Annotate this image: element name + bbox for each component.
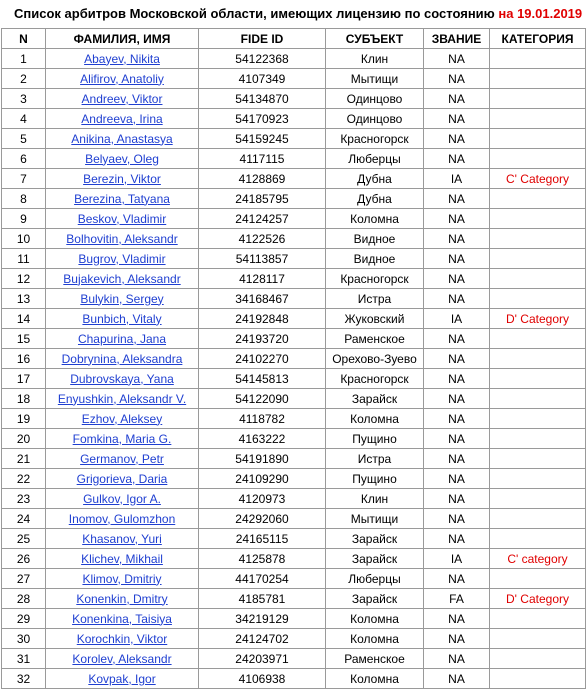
cell-name bbox=[46, 389, 199, 409]
table-row bbox=[2, 429, 586, 449]
arbiter-name-link[interactable]: Bugrov, Vladimir bbox=[78, 251, 166, 266]
cell-title: NA bbox=[424, 289, 490, 309]
cell-fide-id: 24165115 bbox=[199, 529, 326, 549]
table-row bbox=[2, 329, 586, 349]
cell-n: 12 bbox=[2, 269, 46, 289]
arbiter-name-link[interactable]: Chapurina, Jana bbox=[77, 331, 167, 346]
cell-name bbox=[46, 289, 199, 309]
cell-n: 30 bbox=[2, 629, 46, 649]
arbiter-name-link[interactable]: Dobrynina, Aleksandra bbox=[61, 351, 183, 366]
cell-category: D' Category bbox=[490, 309, 586, 329]
cell-title: NA bbox=[424, 569, 490, 589]
cell-category bbox=[490, 269, 586, 289]
cell-fide-id: 4120973 bbox=[199, 489, 326, 509]
cell-category bbox=[490, 509, 586, 529]
cell-category bbox=[490, 69, 586, 89]
cell-n: 11 bbox=[2, 249, 46, 269]
cell-category bbox=[490, 469, 586, 489]
cell-category bbox=[490, 109, 586, 129]
cell-n: 15 bbox=[2, 329, 46, 349]
cell-category bbox=[490, 189, 586, 209]
cell-name bbox=[46, 269, 199, 289]
cell-n: 4 bbox=[2, 109, 46, 129]
cell-category bbox=[490, 669, 586, 689]
arbiter-name-link[interactable]: Ezhov, Aleksey bbox=[81, 411, 163, 426]
cell-title: FA bbox=[424, 589, 490, 609]
header-title: ЗВАНИЕ bbox=[424, 29, 490, 49]
arbiters-table bbox=[1, 28, 586, 689]
table-row bbox=[2, 629, 586, 649]
cell-n: 10 bbox=[2, 229, 46, 249]
cell-category bbox=[490, 369, 586, 389]
cell-subject: Зарайск bbox=[326, 389, 424, 409]
table-row bbox=[2, 189, 586, 209]
cell-title: NA bbox=[424, 209, 490, 229]
cell-n: 1 bbox=[2, 49, 46, 69]
table-row bbox=[2, 289, 586, 309]
cell-subject: Раменское bbox=[326, 649, 424, 669]
table-row bbox=[2, 149, 586, 169]
cell-name bbox=[46, 369, 199, 389]
arbiter-name-link[interactable]: Anikina, Anastasya bbox=[71, 131, 173, 146]
cell-fide-id: 4107349 bbox=[199, 69, 326, 89]
table-row bbox=[2, 209, 586, 229]
cell-subject: Мытищи bbox=[326, 69, 424, 89]
arbiter-name-link[interactable]: Alifirov, Anatoliy bbox=[80, 71, 164, 86]
cell-n: 24 bbox=[2, 509, 46, 529]
cell-name bbox=[46, 529, 199, 549]
cell-name bbox=[46, 489, 199, 509]
header-subject: СУБЪЕКТ bbox=[326, 29, 424, 49]
cell-fide-id: 24203971 bbox=[199, 649, 326, 669]
cell-fide-id: 4128869 bbox=[199, 169, 326, 189]
cell-subject: Одинцово bbox=[326, 109, 424, 129]
table-row bbox=[2, 509, 586, 529]
cell-name bbox=[46, 409, 199, 429]
cell-name bbox=[46, 229, 199, 249]
cell-fide-id: 4185781 bbox=[199, 589, 326, 609]
cell-fide-id: 54145813 bbox=[199, 369, 326, 389]
table-row bbox=[2, 69, 586, 89]
cell-title: NA bbox=[424, 49, 490, 69]
arbiter-name-link[interactable]: Klichev, Mikhail bbox=[81, 551, 163, 566]
cell-category bbox=[490, 329, 586, 349]
cell-title: NA bbox=[424, 89, 490, 109]
cell-title: IA bbox=[424, 169, 490, 189]
cell-name bbox=[46, 469, 199, 489]
cell-n: 21 bbox=[2, 449, 46, 469]
cell-category: D' Category bbox=[490, 589, 586, 609]
cell-name bbox=[46, 109, 199, 129]
cell-n: 13 bbox=[2, 289, 46, 309]
cell-subject: Коломна bbox=[326, 409, 424, 429]
cell-category bbox=[490, 49, 586, 69]
cell-subject: Пущино bbox=[326, 429, 424, 449]
arbiter-name-link[interactable]: Germanov, Petr bbox=[80, 451, 164, 466]
table-row bbox=[2, 89, 586, 109]
cell-name bbox=[46, 589, 199, 609]
arbiter-name-link[interactable]: Fomkina, Maria G. bbox=[72, 431, 172, 446]
cell-title: NA bbox=[424, 449, 490, 469]
cell-subject: Люберцы bbox=[326, 569, 424, 589]
cell-fide-id: 24102270 bbox=[199, 349, 326, 369]
cell-subject: Пущино bbox=[326, 469, 424, 489]
title-text: Список арбитров Московской области, имеющих лицензию по состоянию bbox=[14, 6, 499, 21]
cell-title: NA bbox=[424, 529, 490, 549]
cell-name bbox=[46, 569, 199, 589]
cell-title: NA bbox=[424, 129, 490, 149]
cell-n: 31 bbox=[2, 649, 46, 669]
cell-title: NA bbox=[424, 369, 490, 389]
table-row bbox=[2, 349, 586, 369]
cell-fide-id: 24109290 bbox=[199, 469, 326, 489]
cell-subject: Красногорск bbox=[326, 269, 424, 289]
arbiter-name-link[interactable]: Enyushkin, Aleksandr V. bbox=[57, 391, 187, 406]
cell-name bbox=[46, 149, 199, 169]
arbiter-name-link[interactable]: Inomov, Gulomzhon bbox=[68, 511, 176, 526]
cell-subject: Красногорск bbox=[326, 369, 424, 389]
cell-name bbox=[46, 429, 199, 449]
cell-subject: Клин bbox=[326, 489, 424, 509]
arbiter-name-link[interactable]: Andreeva, Irina bbox=[81, 111, 163, 126]
table-row bbox=[2, 669, 586, 689]
cell-title: NA bbox=[424, 669, 490, 689]
cell-category bbox=[490, 609, 586, 629]
cell-n: 14 bbox=[2, 309, 46, 329]
cell-n: 8 bbox=[2, 189, 46, 209]
cell-category: C' Category bbox=[490, 169, 586, 189]
cell-title: NA bbox=[424, 629, 490, 649]
cell-name bbox=[46, 249, 199, 269]
cell-subject: Видное bbox=[326, 249, 424, 269]
cell-category bbox=[490, 389, 586, 409]
cell-n: 19 bbox=[2, 409, 46, 429]
cell-name bbox=[46, 89, 199, 109]
arbiter-name-link[interactable]: Bulykin, Sergey bbox=[80, 291, 164, 306]
cell-n: 29 bbox=[2, 609, 46, 629]
cell-name bbox=[46, 209, 199, 229]
cell-subject: Зарайск bbox=[326, 549, 424, 569]
cell-fide-id: 24193720 bbox=[199, 329, 326, 349]
cell-subject: Люберцы bbox=[326, 149, 424, 169]
cell-subject: Одинцово bbox=[326, 89, 424, 109]
cell-fide-id: 54122090 bbox=[199, 389, 326, 409]
cell-name bbox=[46, 609, 199, 629]
table-row bbox=[2, 489, 586, 509]
arbiter-name-link[interactable]: Konenkina, Taisiya bbox=[72, 611, 172, 626]
cell-category bbox=[490, 129, 586, 149]
header-row bbox=[2, 29, 586, 49]
cell-fide-id: 24124257 bbox=[199, 209, 326, 229]
cell-name bbox=[46, 629, 199, 649]
cell-n: 9 bbox=[2, 209, 46, 229]
arbiter-name-link[interactable]: Bunbich, Vitaly bbox=[82, 311, 162, 326]
cell-name bbox=[46, 189, 199, 209]
cell-subject: Истра bbox=[326, 449, 424, 469]
cell-title: NA bbox=[424, 409, 490, 429]
cell-fide-id: 54159245 bbox=[199, 129, 326, 149]
cell-fide-id: 24185795 bbox=[199, 189, 326, 209]
cell-fide-id: 54122368 bbox=[199, 49, 326, 69]
cell-subject: Видное bbox=[326, 229, 424, 249]
cell-subject: Коломна bbox=[326, 669, 424, 689]
header-fide-id: FIDE ID bbox=[199, 29, 326, 49]
arbiter-name-link[interactable]: Andreev, Viktor bbox=[81, 91, 163, 106]
cell-fide-id: 44170254 bbox=[199, 569, 326, 589]
table-row bbox=[2, 309, 586, 329]
cell-subject: Коломна bbox=[326, 609, 424, 629]
cell-fide-id: 54170923 bbox=[199, 109, 326, 129]
table-row bbox=[2, 449, 586, 469]
cell-subject: Клин bbox=[326, 49, 424, 69]
cell-fide-id: 4117115 bbox=[199, 149, 326, 169]
cell-n: 18 bbox=[2, 389, 46, 409]
cell-category bbox=[490, 89, 586, 109]
cell-title: NA bbox=[424, 389, 490, 409]
cell-subject: Зарайск bbox=[326, 589, 424, 609]
cell-category bbox=[490, 229, 586, 249]
arbiter-name-link[interactable]: Gulkov, Igor A. bbox=[83, 491, 161, 506]
cell-category bbox=[490, 429, 586, 449]
cell-fide-id: 4106938 bbox=[199, 669, 326, 689]
cell-subject: Орехово-Зуево bbox=[326, 349, 424, 369]
cell-fide-id: 34219129 bbox=[199, 609, 326, 629]
arbiter-name-link[interactable]: Klimov, Dmitriy bbox=[82, 571, 162, 586]
table-row bbox=[2, 649, 586, 669]
cell-name bbox=[46, 649, 199, 669]
table-row bbox=[2, 589, 586, 609]
cell-name bbox=[46, 69, 199, 89]
cell-name bbox=[46, 169, 199, 189]
cell-n: 3 bbox=[2, 89, 46, 109]
cell-n: 7 bbox=[2, 169, 46, 189]
arbiter-name-link[interactable]: Bolhovitin, Aleksandr bbox=[66, 231, 178, 246]
cell-title: NA bbox=[424, 329, 490, 349]
cell-title: NA bbox=[424, 249, 490, 269]
table-row bbox=[2, 609, 586, 629]
cell-title: NA bbox=[424, 429, 490, 449]
cell-n: 27 bbox=[2, 569, 46, 589]
arbiter-name-link[interactable]: Grigorieva, Daria bbox=[76, 471, 168, 486]
cell-n: 23 bbox=[2, 489, 46, 509]
cell-fide-id: 4122526 bbox=[199, 229, 326, 249]
cell-subject: Мытищи bbox=[326, 509, 424, 529]
table-row bbox=[2, 129, 586, 149]
table-row bbox=[2, 49, 586, 69]
cell-fide-id: 4128117 bbox=[199, 269, 326, 289]
arbiter-name-link[interactable]: Korolev, Aleksandr bbox=[72, 651, 172, 666]
cell-name bbox=[46, 509, 199, 529]
cell-subject: Раменское bbox=[326, 329, 424, 349]
cell-n: 5 bbox=[2, 129, 46, 149]
cell-fide-id: 4125878 bbox=[199, 549, 326, 569]
table-row bbox=[2, 229, 586, 249]
cell-title: NA bbox=[424, 109, 490, 129]
arbiter-name-link[interactable]: Korochkin, Viktor bbox=[76, 631, 168, 646]
cell-n: 26 bbox=[2, 549, 46, 569]
cell-name bbox=[46, 549, 199, 569]
cell-title: IA bbox=[424, 309, 490, 329]
cell-title: NA bbox=[424, 509, 490, 529]
cell-n: 17 bbox=[2, 369, 46, 389]
table-row bbox=[2, 529, 586, 549]
arbiter-name-link[interactable]: Abayev, Nikita bbox=[84, 51, 160, 66]
cell-category bbox=[490, 209, 586, 229]
cell-fide-id: 24292060 bbox=[199, 509, 326, 529]
cell-subject: Коломна bbox=[326, 629, 424, 649]
cell-category bbox=[490, 569, 586, 589]
cell-category bbox=[490, 489, 586, 509]
cell-name bbox=[46, 49, 199, 69]
arbiter-name-link[interactable]: Bujakevich, Aleksandr bbox=[63, 271, 181, 286]
cell-n: 32 bbox=[2, 669, 46, 689]
cell-fide-id: 54113857 bbox=[199, 249, 326, 269]
cell-category: C' category bbox=[490, 549, 586, 569]
header-category: КАТЕГОРИЯ bbox=[490, 29, 586, 49]
arbiter-name-link[interactable]: Kovpak, Igor bbox=[88, 671, 156, 686]
table-row bbox=[2, 169, 586, 189]
arbiter-name-link[interactable]: Beskov, Vladimir bbox=[77, 211, 167, 226]
cell-title: IA bbox=[424, 549, 490, 569]
cell-subject: Жуковский bbox=[326, 309, 424, 329]
cell-subject: Истра bbox=[326, 289, 424, 309]
cell-fide-id: 24124702 bbox=[199, 629, 326, 649]
table-row bbox=[2, 249, 586, 269]
cell-subject: Дубна bbox=[326, 169, 424, 189]
cell-name bbox=[46, 129, 199, 149]
cell-n: 20 bbox=[2, 429, 46, 449]
cell-name bbox=[46, 449, 199, 469]
cell-category bbox=[490, 289, 586, 309]
sheet-title bbox=[0, 0, 586, 28]
cell-n: 28 bbox=[2, 589, 46, 609]
table-row bbox=[2, 409, 586, 429]
cell-category bbox=[490, 449, 586, 469]
header-n: N bbox=[2, 29, 46, 49]
cell-name bbox=[46, 329, 199, 349]
arbiter-name-link[interactable]: Khasanov, Yuri bbox=[82, 531, 162, 546]
cell-title: NA bbox=[424, 349, 490, 369]
table-row bbox=[2, 569, 586, 589]
cell-subject: Дубна bbox=[326, 189, 424, 209]
arbiter-name-link[interactable]: Dubrovskaya, Yana bbox=[70, 371, 174, 386]
table-row bbox=[2, 469, 586, 489]
cell-title: NA bbox=[424, 69, 490, 89]
cell-n: 2 bbox=[2, 69, 46, 89]
cell-title: NA bbox=[424, 189, 490, 209]
cell-name bbox=[46, 349, 199, 369]
cell-fide-id: 54191890 bbox=[199, 449, 326, 469]
cell-fide-id: 34168467 bbox=[199, 289, 326, 309]
table-row bbox=[2, 549, 586, 569]
cell-category bbox=[490, 149, 586, 169]
arbiter-name-link[interactable]: Berezina, Tatyana bbox=[74, 191, 170, 206]
title-date: на 19.01.2019 bbox=[498, 6, 583, 21]
cell-title: NA bbox=[424, 229, 490, 249]
cell-title: NA bbox=[424, 649, 490, 669]
cell-title: NA bbox=[424, 489, 490, 509]
table-row bbox=[2, 369, 586, 389]
cell-category bbox=[490, 409, 586, 429]
table-row bbox=[2, 269, 586, 289]
cell-n: 22 bbox=[2, 469, 46, 489]
cell-name bbox=[46, 669, 199, 689]
cell-title: NA bbox=[424, 149, 490, 169]
cell-subject: Зарайск bbox=[326, 529, 424, 549]
cell-category bbox=[490, 349, 586, 369]
cell-fide-id: 4163222 bbox=[199, 429, 326, 449]
header-name: ФАМИЛИЯ, ИМЯ bbox=[46, 29, 199, 49]
cell-n: 6 bbox=[2, 149, 46, 169]
cell-name bbox=[46, 309, 199, 329]
table-row bbox=[2, 109, 586, 129]
cell-category bbox=[490, 249, 586, 269]
cell-fide-id: 4118782 bbox=[199, 409, 326, 429]
cell-category bbox=[490, 649, 586, 669]
cell-category bbox=[490, 529, 586, 549]
table-row bbox=[2, 389, 586, 409]
cell-fide-id: 24192848 bbox=[199, 309, 326, 329]
cell-n: 16 bbox=[2, 349, 46, 369]
arbiter-name-link[interactable]: Berezin, Viktor bbox=[83, 171, 161, 186]
cell-subject: Коломна bbox=[326, 209, 424, 229]
cell-title: NA bbox=[424, 469, 490, 489]
cell-category bbox=[490, 629, 586, 649]
cell-subject: Красногорск bbox=[326, 129, 424, 149]
arbiter-name-link[interactable]: Belyaev, Oleg bbox=[85, 151, 159, 166]
cell-title: NA bbox=[424, 609, 490, 629]
cell-n: 25 bbox=[2, 529, 46, 549]
cell-title: NA bbox=[424, 269, 490, 289]
arbiter-name-link[interactable]: Konenkin, Dmitry bbox=[76, 591, 168, 606]
cell-fide-id: 54134870 bbox=[199, 89, 326, 109]
